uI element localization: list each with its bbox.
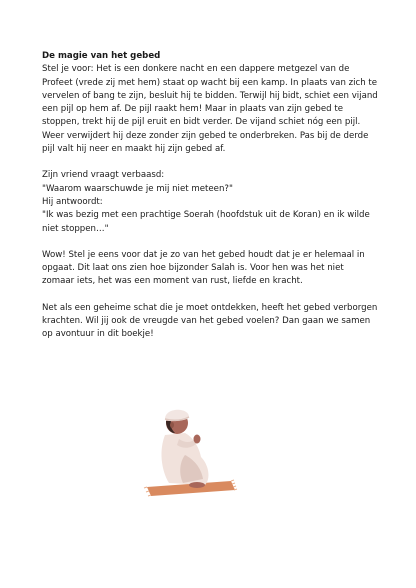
paragraph-question: "Waarom waarschuwde je mij niet meteen?" bbox=[42, 183, 233, 194]
paragraph-friend-asks: Zijn vriend vraagt verbaasd: bbox=[42, 170, 165, 181]
paragraph-intro: Stel je voor: Het is een donkere nacht en een dappere metgezel van de Profeet (vrede zij met hem) staat op wacht bij een kamp. In plaats van zich te vervelen of bang te zijn, besluit hij te bidden. Terwijl hij bidt, schiet een vijand een pijl op hem af. De pijl raakt hem! Maar in plaats van zijn gebed te stoppen, trekt hij de pijl eruit en bidt verder. De vijand schiet nóg een pijl. Weer verwijdert hij deze zonder zijn gebed te onderbreken. Pas bij de derde pijl valt hij neer en maakt hij zijn gebed af. bbox=[42, 64, 378, 155]
foot bbox=[189, 482, 205, 488]
paragraph-reflection: Wow! Stel je eens voor dat je zo van het gebed houdt dat je er helemaal in opgaat. Dit laat ons zien hoe bijzonder Salah is. Voor hen was het niet zomaar iets, het was een moment van rust, liefde en kracht. bbox=[42, 249, 365, 287]
hands bbox=[194, 435, 201, 444]
paragraph-invitation: Net als een geheime schat die je moet ontdekken, heeft het gebed verborgen krachten. Wil jij ook de vreugde van het gebed voelen? Dan gaan we samen op avontuur in dit boekje! bbox=[42, 302, 378, 340]
story-title: De magie van het gebed bbox=[42, 51, 161, 61]
ear bbox=[170, 422, 174, 428]
paragraph-answer-intro: Hij antwoordt: bbox=[42, 196, 103, 207]
praying-child-illustration bbox=[135, 395, 265, 505]
story-text bbox=[42, 50, 378, 342]
paragraph-answer: "Ik was bezig met een prachtige Soerah (hoofdstuk uit de Koran) en ik wilde niet stoppen…" bbox=[42, 210, 370, 234]
